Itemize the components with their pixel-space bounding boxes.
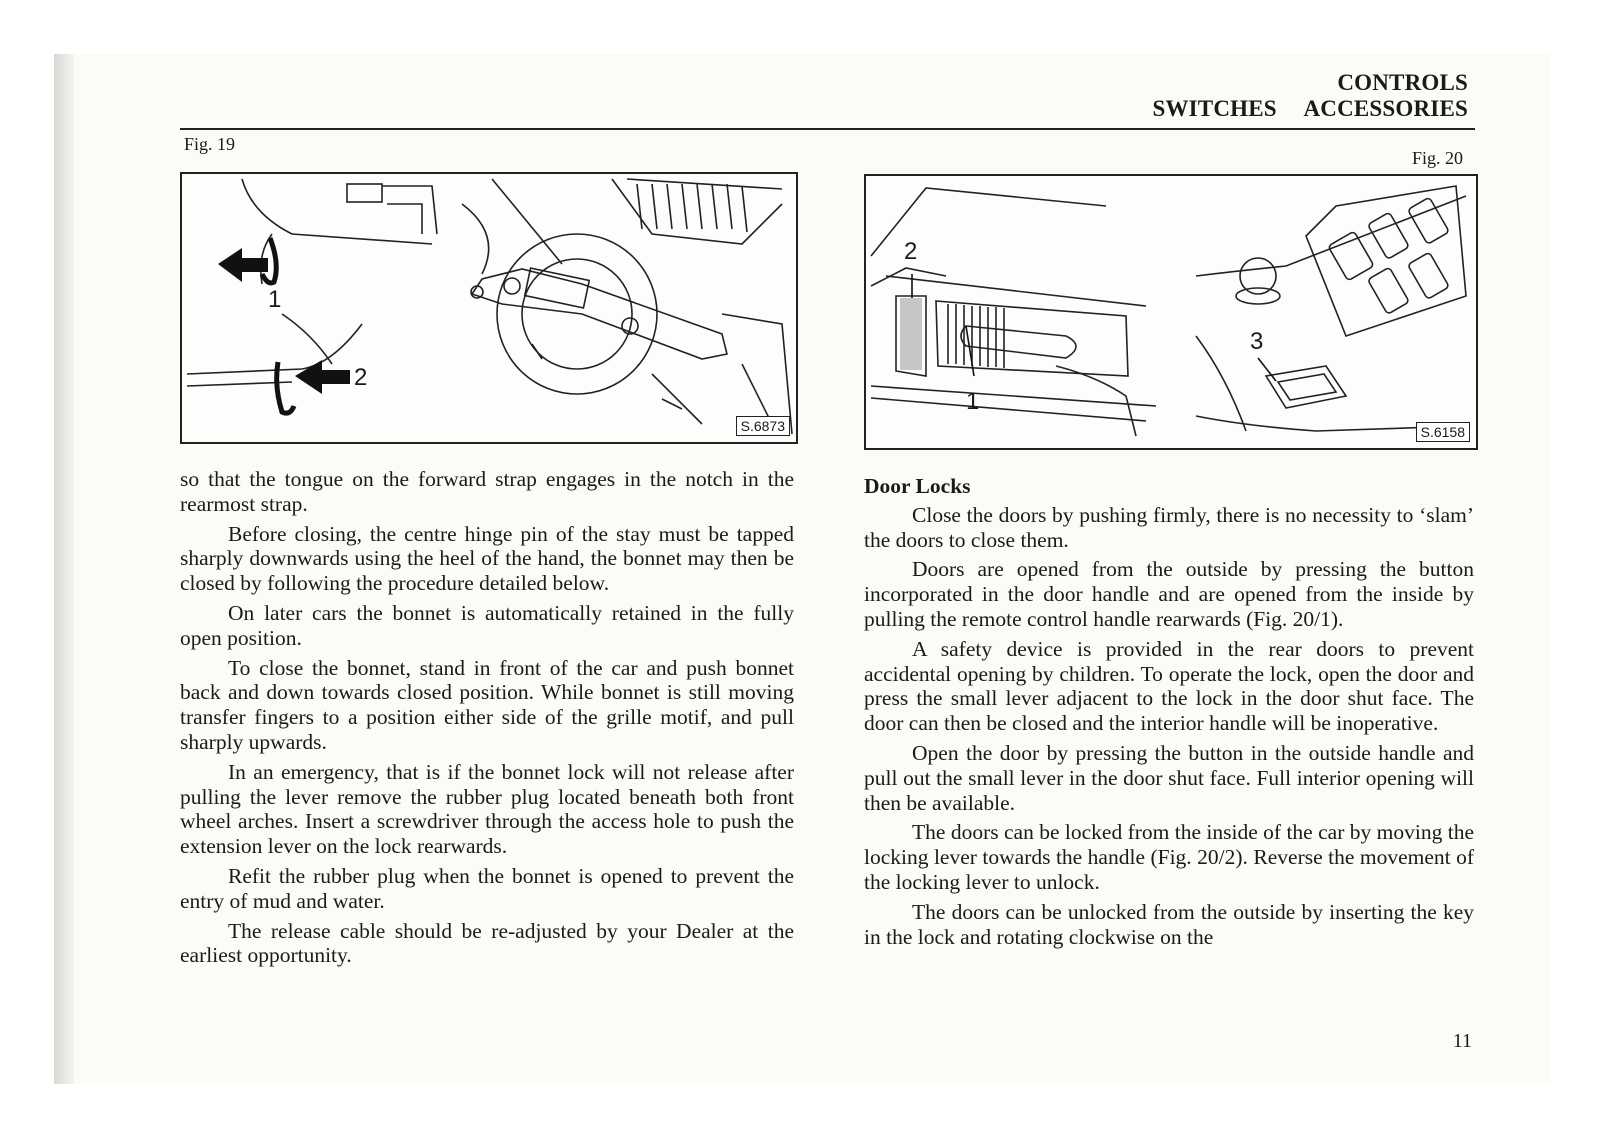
header-rule bbox=[180, 128, 1475, 130]
paragraph: The doors can be unlocked from the outside by inserting the key in the lock and rotating clockwise on the bbox=[864, 899, 1474, 949]
paragraph: Open the door by pressing the button in the outside handle and pull out the small lever in the door shut face. Full interior opening will then be available. bbox=[864, 740, 1474, 815]
fig-20-callout-3: 3 bbox=[1250, 328, 1264, 355]
section-heading: Door Locks bbox=[864, 474, 971, 498]
fig-20-callout-2: 2 bbox=[904, 238, 918, 265]
paragraph: The release cable should be re-adjusted by your Dealer at the earliest opportunity. bbox=[180, 918, 794, 968]
header-line-1: CONTROLS bbox=[1337, 70, 1468, 95]
fig-19-illustration bbox=[180, 172, 798, 444]
paragraph: To close the bonnet, stand in front of the car and push bonnet back and down towards closed position. While bonnet is still moving transfer fingers to a position either side of the grille motif, and pull sharply upwards. bbox=[180, 655, 794, 754]
fig-19-code: S.6873 bbox=[736, 416, 790, 436]
paragraph: Before closing, the centre hinge pin of the stay must be tapped sharply downwards using the heel of the hand, the bonnet may then be closed by following the procedure detailed below. bbox=[180, 521, 794, 596]
door-lock-drawing bbox=[866, 176, 1476, 448]
fig-19-callout-2: 2 bbox=[354, 364, 368, 391]
fig-20-code: S.6158 bbox=[1416, 422, 1470, 442]
fig-20-callout-1: 1 bbox=[966, 388, 980, 415]
paragraph: In an emergency, that is if the bonnet lock will not release after pulling the lever remove the rubber plug located beneath both front wheel arches. Insert a screwdriver through the access hole to push the extension lever on the lock rearwards. bbox=[180, 759, 794, 859]
paragraph: Refit the rubber plug when the bonnet is opened to prevent the entry of mud and water. bbox=[180, 863, 794, 913]
paragraph: Doors are opened from the outside by pressing the button incorporated in the door handle and are opened from the inside by pulling the remote control handle rearwards (Fig. 20/1). bbox=[864, 557, 1474, 631]
header-line-2: SWITCHES ACCESSORIES bbox=[1152, 96, 1468, 121]
paragraph: The doors can be locked from the inside of the car by moving the locking lever towards the handle (Fig. 20/2). Reverse the movement of the locking lever to unlock. bbox=[864, 820, 1474, 894]
paragraph: Close the doors by pushing firmly, there is no necessity to ‘slam’ the doors to close them. bbox=[864, 502, 1474, 552]
fig-19-callout-1: 1 bbox=[268, 286, 282, 313]
left-text-column bbox=[180, 467, 794, 973]
fig-19-label: Fig. 19 bbox=[184, 134, 236, 154]
page-spine-shadow bbox=[54, 54, 74, 1084]
right-text-column bbox=[864, 474, 1474, 954]
page-number: 11 bbox=[1452, 1030, 1472, 1052]
fig-20-label: Fig. 20 bbox=[1412, 148, 1464, 168]
paragraph: A safety device is provided in the rear doors to prevent accidental opening by children. To operate the lock, open the door and press the small lever adjacent to the lock in the door shut face. The door can then be closed and the interior handle will be inoperative. bbox=[864, 636, 1474, 736]
paragraph: so that the tongue on the forward strap engages in the notch in the rearmost strap. bbox=[180, 467, 794, 516]
paragraph: On later cars the bonnet is automatically retained in the fully open position. bbox=[180, 600, 794, 650]
fig-20-illustration bbox=[864, 174, 1478, 450]
running-header bbox=[1152, 70, 1468, 122]
